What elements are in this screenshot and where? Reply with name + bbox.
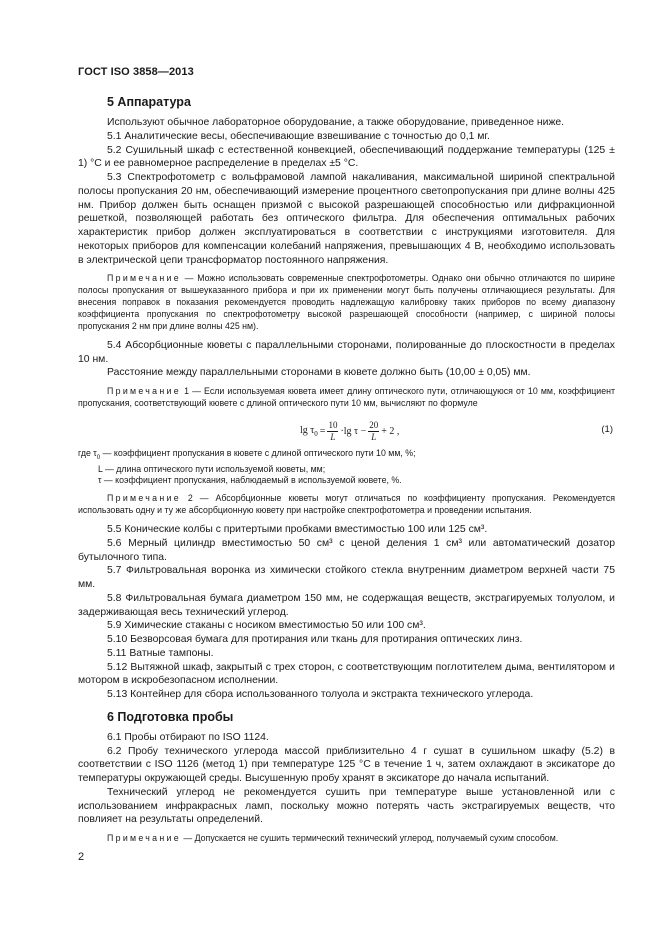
paragraph-5-8: 5.8 Фильтровальная бумага диаметром 150 мм, не содержащая веществ, экстрагируемых толуолом, и задерживающая весь технический углерод.	[78, 592, 615, 618]
formula-fraction-1: $\frac{10}{L}$	[328, 419, 338, 442]
formula-middle: ·lg τ −	[340, 425, 367, 437]
paragraph-5-3: 5.3 Спектрофотометр с вольфрамовой лампой накаливания, максимальной шириной спектральной полосы пропускания 20 нм, обеспечивающий измерение процентного светопропускания при длине волны 425 нм. Прибор должен быть оснащен призмой с высокой разрешающей способностью или дифракционной решеткой, позволяющей работать без оптического фильтра. Для обеспечения оптимальных рабочих характеристик прибор должен эксплуатироваться в соответствии с инструкциями изготовителя. Для некоторых приборов для компенсации колебаний напряжения, превышающих 4 В, необходимо использовать в электрической цепи трансформатор постоянного напряжения.	[78, 172, 615, 266]
legend-tau0: где $\tau_0$ — коэффициент пропускания в кювете с длиной оптического пути 10 мм, %;	[78, 447, 416, 461]
formula-1	[78, 416, 615, 446]
section-6-title: 6 Подготовка пробы	[107, 709, 234, 724]
document-header: ГОСТ ISO 3858—2013	[78, 66, 194, 78]
paragraph-5-11: 5.11 Ватные тампоны.	[107, 647, 214, 659]
paragraph-5-2: 5.2 Сушильный шкаф с естественной конвекцией, обеспечивающий поддержание температуры (125 ± 1) °С и ее равномерное распределение в пределах ±5 °С.	[78, 144, 615, 170]
paragraph-5-1: 5.1 Аналитические весы, обеспечивающие взвешивание с точностью до 0,1 мг.	[107, 130, 490, 142]
paragraph-5-4-distance: Расстояние между параллельными сторонами в кювете должно быть (10,00 ± 0,05) мм.	[107, 367, 531, 379]
note-label: Примечание	[107, 833, 181, 844]
note-5-4-1	[78, 386, 615, 410]
paragraph-5-10: 5.10 Безворсовая бумага для протирания или ткань для протирания оптических линз.	[107, 634, 523, 646]
note-5-3	[78, 273, 615, 333]
paragraph-6-2-continued: Технический углерод не рекомендуется сушить при температуре выше установленной или с использованием инфракрасных ламп, поскольку можно потерять часть экстрагируемых веществ, что повлияет на результаты определений.	[78, 786, 615, 826]
page-content	[78, 93, 615, 851]
section-5-title: 5 Аппаратура	[107, 95, 191, 109]
paragraph-5-7: 5.7 Фильтровальная воронка из химически стойкого стекла внутренним диаметром верхней части 75 мм.	[78, 565, 615, 591]
note-text: 1 — Если используемая кювета имеет длину оптического пути, отличающуюся от 10 мм, коэффициент пропускания, соответствующий кювете с длиной оптического пути 10 мм, вычисляют по формуле	[78, 386, 615, 408]
page-number: 2	[78, 851, 85, 863]
formula-fraction-2: $\frac{20}{L}$	[369, 419, 379, 442]
note-text: — Можно использовать современные спектрофотометры. Однако они обычно отличаются по ширине полосы пропускания от вышеуказанного прибора и при их применении могут быть получены отличающиеся результаты. Для внесения поправок в показания рекомендуется проводить надлежащую калибровку таких приборов по всему диапазону коэффициента пропускания по спектрофотометру высокой разрешающей способности (например, с шириной полосы пропускания 2 нм при длине волны 425 нм).	[78, 273, 615, 331]
paragraph-6-1: 6.1 Пробы отбирают по ISO 1124.	[107, 731, 269, 743]
note-5-4-2	[78, 493, 615, 517]
paragraph-5-5: 5.5 Конические колбы с притертыми пробками вместимостью 100 или 125 см³.	[107, 524, 488, 536]
legend-tau: τ — коэффициент пропускания, наблюдаемый в используемой кювете, %.	[98, 475, 402, 486]
formula-legend	[78, 448, 615, 487]
paragraph-5-9: 5.9 Химические стаканы с носиком вместимостью 50 или 100 см³.	[107, 620, 426, 632]
paragraph-6-2: 6.2 Пробу технического углерода массой приблизительно 4 г сушат в сушильном шкафу (5.2) в соответствии с ISO 1126 (метод 1) при температуре 125 °С в течение 1 ч, затем охлаждают в эксикаторе до температуры окружающей среды. Высушенную пробу хранят в эксикаторе до начала испытаний.	[78, 745, 615, 785]
note-label: Примечание	[107, 273, 181, 284]
note-label: Примечание	[107, 386, 181, 397]
note-6	[78, 833, 615, 845]
note-text: — Допускается не сушить термический технический углерод, получаемый сухим способом.	[180, 833, 559, 844]
formula-expression	[300, 420, 399, 443]
formula-lhs: $\lg \tau_0$	[300, 424, 318, 438]
formula-equals: =	[319, 425, 326, 437]
formula-tail: + 2 ,	[381, 425, 400, 437]
paragraph-5-13: 5.13 Контейнер для сбора использованного толуола и экстракта технического углерода.	[107, 689, 534, 701]
note-text: 2 — Абсорбционные кюветы могут отличаться по коэффициенту пропускания. Рекомендуется использовать одну и ту же абсорбционную кювету при настройке спектрофотометра и проведении испытания.	[78, 493, 615, 516]
paragraph-5-12: 5.12 Вытяжной шкаф, закрытый с трех сторон, с соответствующим поглотителем дыма, вентилятором и мотором в искробезопасном исполнении.	[78, 661, 615, 687]
note-label: Примечание	[107, 493, 181, 504]
section-5-intro: Используют обычное лабораторное оборудование, а также оборудование, приведенное ниже.	[107, 117, 565, 128]
legend-L: L — длина оптического пути используемой кюветы, мм;	[98, 463, 326, 474]
paragraph-5-4: 5.4 Абсорбционные кюветы с параллельными сторонами, полированные до плоскостности в пределах 10 нм.	[78, 339, 615, 365]
formula-number: (1)	[601, 423, 613, 435]
paragraph-5-6: 5.6 Мерный цилиндр вместимостью 50 см³ с ценой деления 1 см³ или автоматический дозатор бутылочного типа.	[78, 537, 615, 563]
